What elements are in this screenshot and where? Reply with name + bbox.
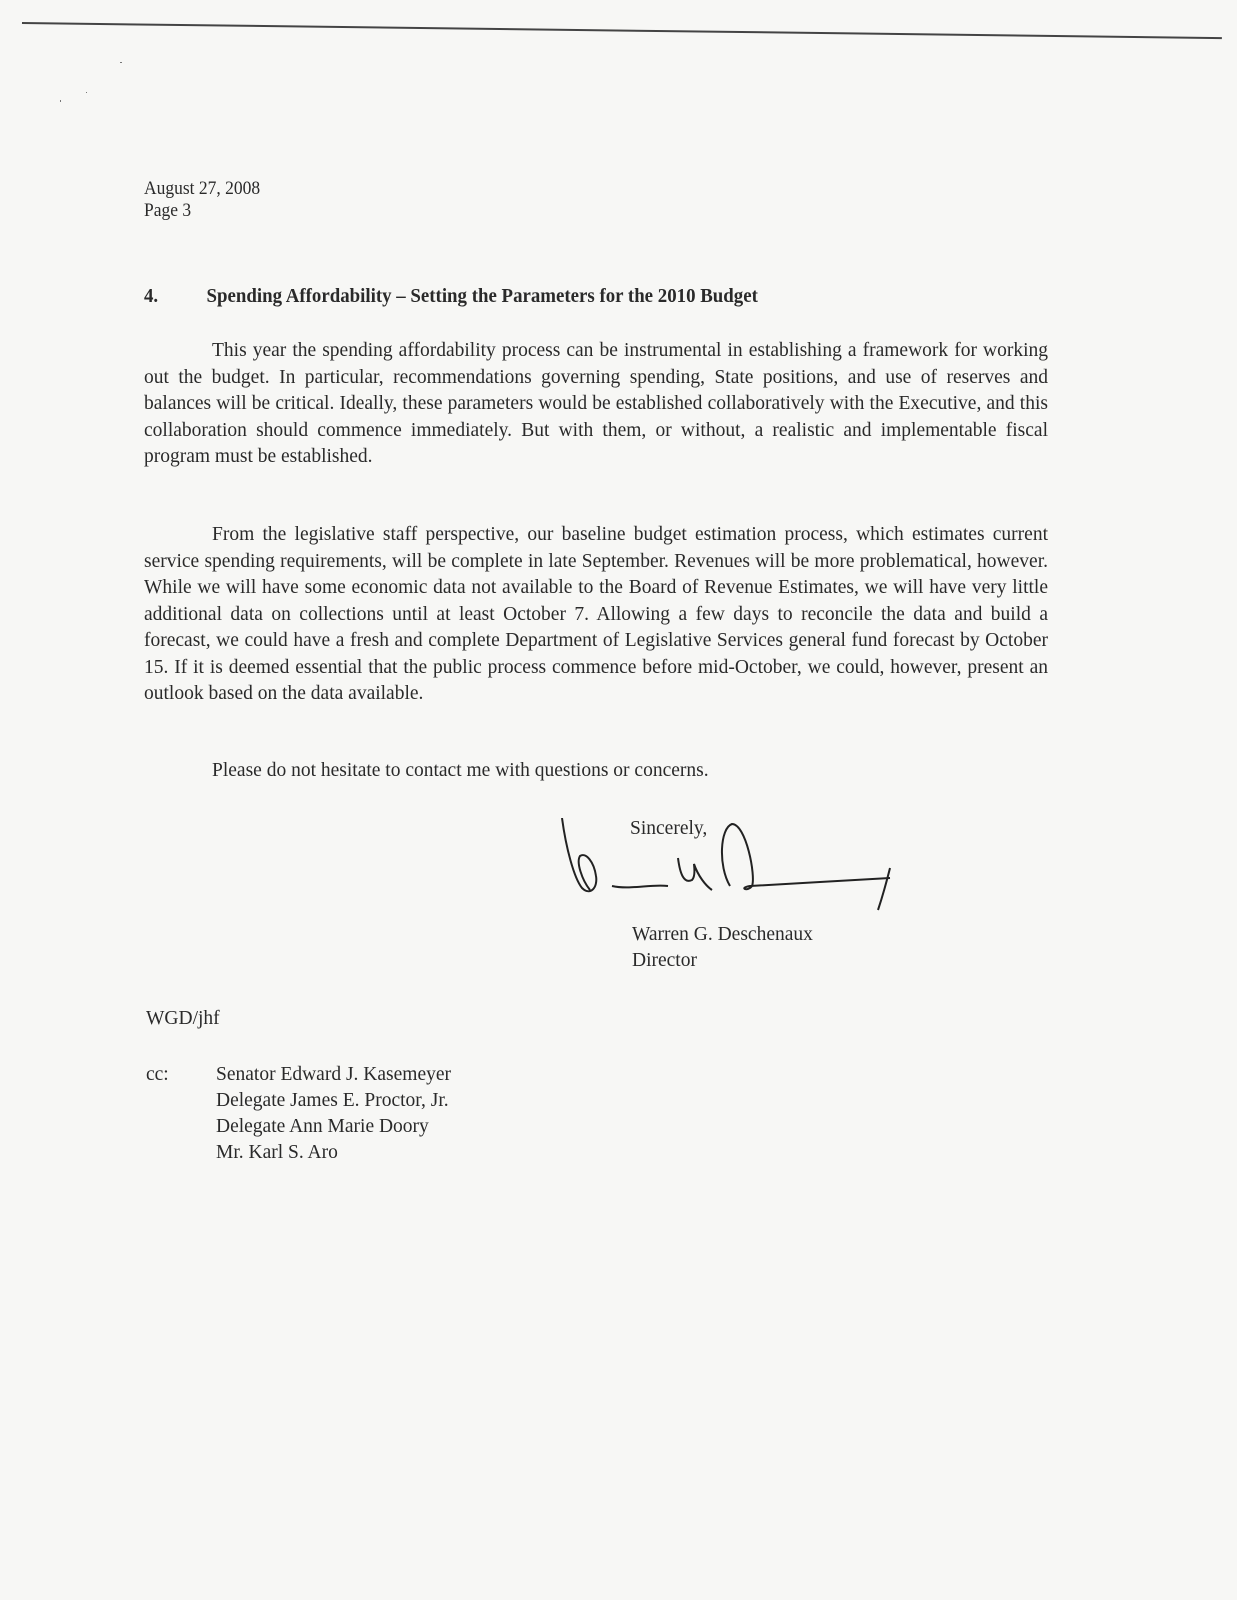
signature-block xyxy=(632,922,813,974)
scan-speck xyxy=(86,92,87,93)
scan-speck xyxy=(60,100,61,102)
signatory-title: Director xyxy=(632,950,697,971)
page-number: Page 3 xyxy=(144,200,192,221)
scan-speck xyxy=(120,62,122,63)
body-paragraph: This year the spending affordability process can be instrumental in establishing a framework for working out the budget. In particular, recommendations governing spending, State positions, and use of reserves and balances will be critical. Ideally, these parameters would be established collaboratively with the Executive, and this collaboration should commence immediately. But with them, or without, a realistic and implementable fiscal program must be established. xyxy=(144,340,1048,467)
cc-recipients xyxy=(216,1062,451,1166)
cc-label: cc: xyxy=(146,1064,169,1085)
cc-recipient: Delegate James E. Proctor, Jr. xyxy=(216,1090,449,1111)
top-rule-line xyxy=(22,22,1222,39)
section-title: Spending Affordability – Setting the Parameters for the 2010 Budget xyxy=(206,285,758,307)
letter-date: August 27, 2008 xyxy=(144,178,261,199)
cc-recipient: Delegate Ann Marie Doory xyxy=(216,1116,429,1137)
letter-header xyxy=(144,178,260,222)
handwritten-signature xyxy=(560,818,910,918)
cc-recipient: Senator Edward J. Kasemeyer xyxy=(216,1064,451,1085)
body-paragraph: Please do not hesitate to contact me with questions or concerns. xyxy=(212,760,709,781)
body-paragraph: From the legislative staff perspective, our baseline budget estimation process, which estimates current service spending requirements, will be complete in late September. Revenues will be more problematical, however. While we will have some economic data not available to the Board of Revenue Estimates, we will have very little additional data on collections until at least October 7. Allowing a few days to reconcile the data and build a forecast, we could have a fresh and complete Department of Legislative Services general fund forecast by October 15. If it is deemed essential that the public process commence before mid-October, we could, however, present an outlook based on the data available. xyxy=(144,524,1048,704)
reference-initials: WGD/jhf xyxy=(146,1008,220,1029)
signatory-name: Warren G. Deschenaux xyxy=(632,924,813,945)
closing: Sincerely, xyxy=(630,818,708,839)
section-number: 4. xyxy=(144,285,159,307)
section-heading xyxy=(144,285,758,308)
cc-recipient: Mr. Karl S. Aro xyxy=(216,1142,338,1163)
